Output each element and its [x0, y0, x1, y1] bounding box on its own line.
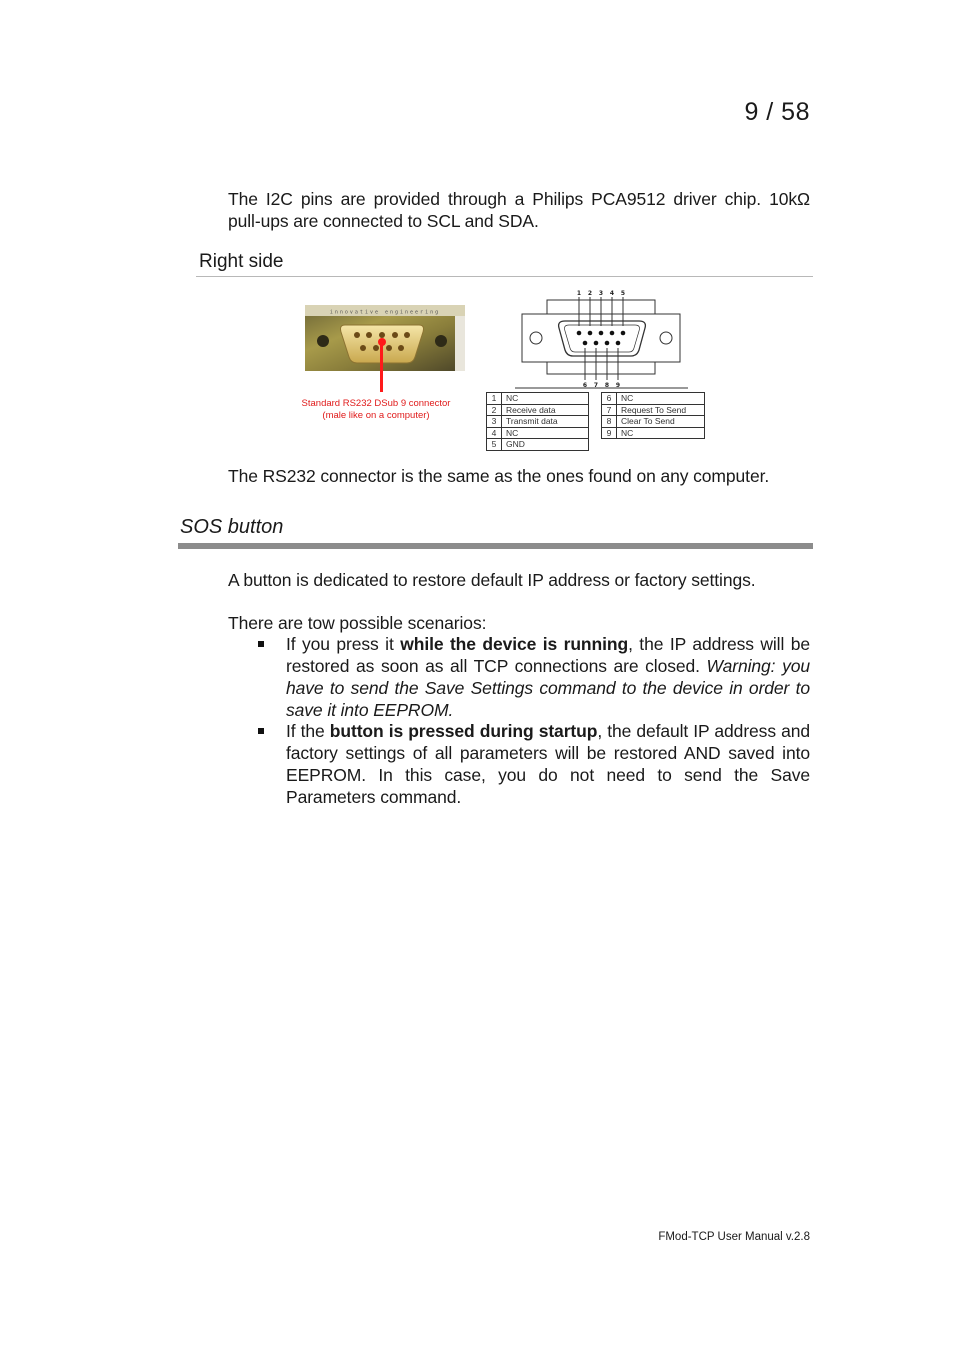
diagram-pin-label: 9 — [615, 382, 621, 389]
table-row — [602, 427, 705, 439]
sos-divider — [178, 543, 813, 549]
connector-caption — [276, 398, 476, 422]
caption-line-1: Standard RS232 DSub 9 connector — [301, 398, 451, 409]
pin-label: Clear To Send — [617, 416, 705, 428]
diagram-pin-label: 6 — [582, 382, 588, 389]
pin-label: Request To Send — [617, 404, 705, 416]
table-row — [602, 416, 705, 428]
bullet-icon — [258, 641, 264, 647]
diagram-pin-label: 3 — [598, 290, 604, 297]
diagram-pin-label: 2 — [587, 290, 593, 297]
rs232-summary: The RS232 connector is the same as the ones found on any computer. — [228, 466, 770, 486]
caption-pointer-line — [380, 342, 383, 392]
pin-label: NC — [617, 393, 705, 405]
diagram-pin-label: 7 — [593, 382, 599, 389]
pin-number: 6 — [602, 393, 617, 405]
pin-number: 4 — [487, 427, 502, 439]
pin-number: 7 — [602, 404, 617, 416]
page-number: 9 / 58 — [744, 98, 810, 126]
pin-label: Receive data — [502, 404, 589, 416]
table-row — [487, 416, 589, 428]
diagram-pin-label: 5 — [620, 290, 626, 297]
list-item-text: If the button is pressed during startup, the default IP address and factory settings of all parameters will be restored AND saved into EEPROM. In this case, you do not need to send the Save Parameters command. — [286, 721, 810, 807]
pin-number: 2 — [487, 404, 502, 416]
db9-pinout-diagram — [505, 288, 700, 390]
table-row — [602, 393, 705, 405]
table-row — [487, 404, 589, 416]
sos-heading: SOS button — [180, 516, 284, 538]
photo-brand-text: innovative engineering — [329, 309, 441, 316]
pin-label: GND — [502, 439, 589, 451]
pin-number: 5 — [487, 439, 502, 451]
pin-label: NC — [502, 393, 589, 405]
list-item — [258, 633, 810, 721]
table-row — [602, 404, 705, 416]
connector-photo — [305, 305, 465, 371]
i2c-paragraph: The I2C pins are provided through a Philips PCA9512 driver chip. 10kΩ pull-ups are connected to SCL and SDA. — [228, 189, 810, 231]
right-side-divider — [196, 276, 813, 277]
diagram-pin-label: 4 — [609, 290, 615, 297]
pin-label: Transmit data — [502, 416, 589, 428]
pin-number: 3 — [487, 416, 502, 428]
right-side-heading: Right side — [199, 251, 284, 272]
pin-table-left — [486, 392, 589, 451]
pin-label: NC — [617, 427, 705, 439]
table-row — [487, 393, 589, 405]
pin-number: 9 — [602, 427, 617, 439]
page-footer: FMod-TCP User Manual v.2.8 — [658, 1231, 810, 1243]
table-row — [487, 439, 589, 451]
bullet-icon — [258, 728, 264, 734]
diagram-pin-label: 1 — [576, 290, 582, 297]
caption-line-2: (male like on a computer) — [322, 410, 430, 421]
sos-paragraph-2: There are tow possible scenarios: — [228, 613, 487, 633]
pin-label: NC — [502, 427, 589, 439]
pin-number: 8 — [602, 416, 617, 428]
pin-number: 1 — [487, 393, 502, 405]
sos-paragraph-1: A button is dedicated to restore default IP address or factory settings. — [228, 570, 756, 590]
table-row — [487, 427, 589, 439]
pin-table-right — [601, 392, 705, 439]
list-item — [258, 720, 810, 808]
diagram-pin-label: 8 — [604, 382, 610, 389]
list-item-text: If you press it while the device is running, the IP address will be restored as soon as all TCP connections are closed. Warning: you have to send the Save Settings command to the device in order to save it into EEPROM. — [286, 634, 810, 720]
